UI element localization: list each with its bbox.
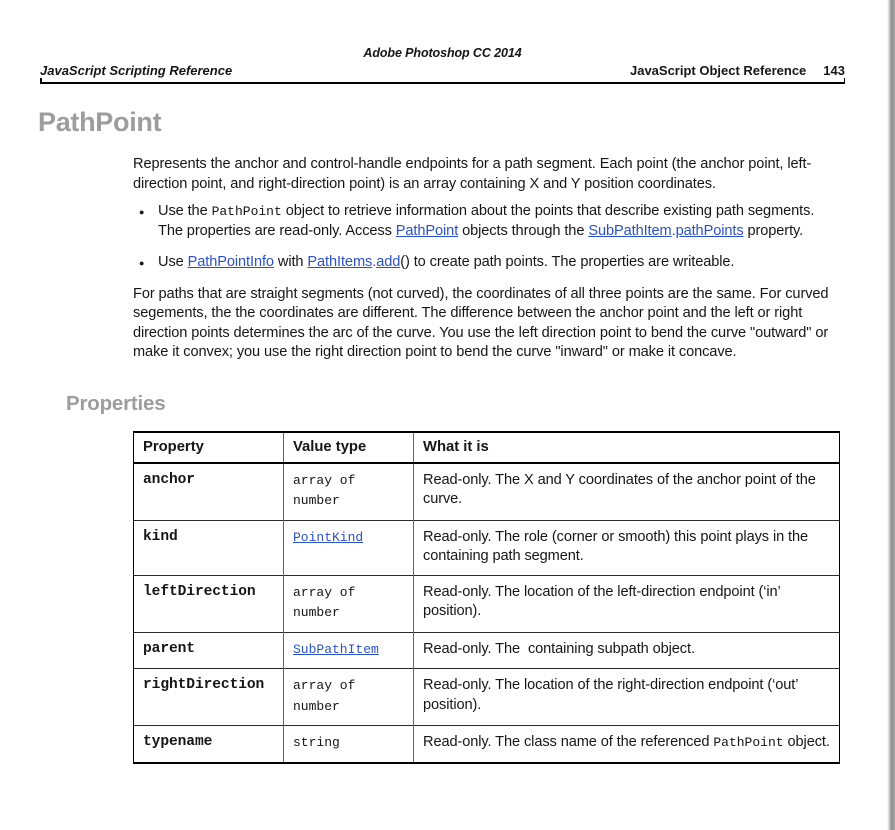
inline-code: array of number <box>293 472 356 508</box>
text-run: object. <box>783 734 830 750</box>
bullet-list <box>133 202 839 273</box>
link-subpathitem[interactable]: SubPathItem <box>588 222 672 239</box>
inline-code: array of number <box>293 584 356 620</box>
bullet-item <box>133 202 839 241</box>
description-cell <box>414 669 840 726</box>
text-run: Use the <box>158 203 212 219</box>
bullet-text <box>158 254 734 270</box>
text-run: objects through the <box>458 222 589 239</box>
bullet-text <box>158 203 814 239</box>
property-name-cell: anchor <box>134 463 284 521</box>
table-row-typename <box>134 726 840 763</box>
table-row-anchor <box>134 463 840 521</box>
text-run: Read-only. The role (corner or smooth) this point plays in the containing path segment. <box>423 528 809 564</box>
link-pointkind[interactable]: PointKind <box>293 529 364 545</box>
value-type-cell <box>284 669 414 726</box>
column-header-what-it-is: What it is <box>414 432 840 463</box>
text-run: Read-only. The location of the left-direction endpoint (‘in’ position). <box>423 583 781 619</box>
link-pathpoint[interactable]: PathPoint <box>395 222 459 239</box>
table-row-leftDirection <box>134 575 840 632</box>
text-run: with <box>273 254 308 270</box>
text-run: Read-only. The location of the right-direction endpoint (‘out’ position). <box>423 677 798 713</box>
description-cell <box>414 520 840 575</box>
text-run: property. <box>743 222 804 239</box>
table-row-rightDirection <box>134 669 840 726</box>
text-run: Read-only. The class name of the referenced <box>423 734 714 750</box>
intro-paragraph: Represents the anchor and control-handle endpoints for a path segment. Each point (the anchor point, left-direction point, and right-direction point) is an array containing X and Y position coordinates. <box>133 156 812 192</box>
value-type-cell <box>284 575 414 632</box>
inline-code: PathPoint <box>713 735 784 750</box>
text-run: () to create path points. The properties are writeable. <box>400 254 735 270</box>
table-head <box>134 432 840 463</box>
table-body <box>134 463 840 763</box>
property-name-cell: parent <box>134 632 284 669</box>
value-type-cell <box>284 520 414 575</box>
table-header-row <box>134 432 840 463</box>
header-rule <box>40 82 845 84</box>
text-run: . <box>671 222 676 239</box>
link-pathitems[interactable]: PathItems <box>307 254 373 270</box>
column-header-property: Property <box>134 432 284 463</box>
header-right-group <box>630 63 845 78</box>
inline-code: string <box>293 735 340 750</box>
table-row-kind <box>134 520 840 575</box>
link-add[interactable]: add <box>376 254 401 270</box>
header-row <box>40 63 845 78</box>
inline-code: PathPoint <box>211 204 282 219</box>
running-header <box>0 0 895 84</box>
property-name-cell: rightDirection <box>134 669 284 726</box>
property-name-cell: kind <box>134 520 284 575</box>
column-header-value-type: Value type <box>284 432 414 463</box>
body-paragraph: For paths that are straight segments (not curved), the coordinates of all three points are the same. For curved segements, the the coordinates are different. The difference between the anchor point and the left or right direction points determines the arc of the curve. You use the left direction point to bend the curve "outward" or make it convex; you use the right direction point to bend the curve "inward" or make it concave. <box>133 285 829 360</box>
text-run: object to retrieve information about the points that describe existing path segments. The properties are read-only. Access <box>158 203 815 239</box>
link-pathpointinfo[interactable]: PathPointInfo <box>187 254 274 270</box>
link-subpathitem[interactable]: SubPathItem <box>293 641 379 657</box>
header-left-title: JavaScript Scripting Reference <box>40 63 233 78</box>
value-type-cell <box>284 463 414 521</box>
description-cell <box>414 463 840 521</box>
header-section-title: JavaScript Object Reference <box>629 63 807 78</box>
bullet-item <box>133 253 839 273</box>
window-edge-scrollbar[interactable] <box>887 0 895 830</box>
properties-table <box>133 431 840 764</box>
text-run: Read-only. The containing subpath object. <box>423 640 695 657</box>
description-cell <box>414 632 840 669</box>
table-row-parent <box>134 632 840 669</box>
description-cell <box>414 726 840 763</box>
inline-code: array of number <box>293 678 356 714</box>
value-type-cell <box>284 632 414 669</box>
body-content <box>133 155 839 363</box>
text-run: . <box>372 254 377 270</box>
link-pathpoints[interactable]: pathPoints <box>675 222 744 239</box>
page-number: 143 <box>823 63 845 78</box>
description-cell <box>414 575 840 632</box>
book-title: Adobe Photoshop CC 2014 <box>363 46 522 60</box>
property-name-cell: typename <box>134 726 284 763</box>
property-name-cell: leftDirection <box>134 575 284 632</box>
properties-heading: Properties <box>66 391 166 415</box>
text-run: Use <box>158 254 188 270</box>
page-title: PathPoint <box>38 107 162 137</box>
value-type-cell <box>284 726 414 763</box>
text-run: Read-only. The X and Y coordinates of the anchor point of the curve. <box>423 471 816 507</box>
